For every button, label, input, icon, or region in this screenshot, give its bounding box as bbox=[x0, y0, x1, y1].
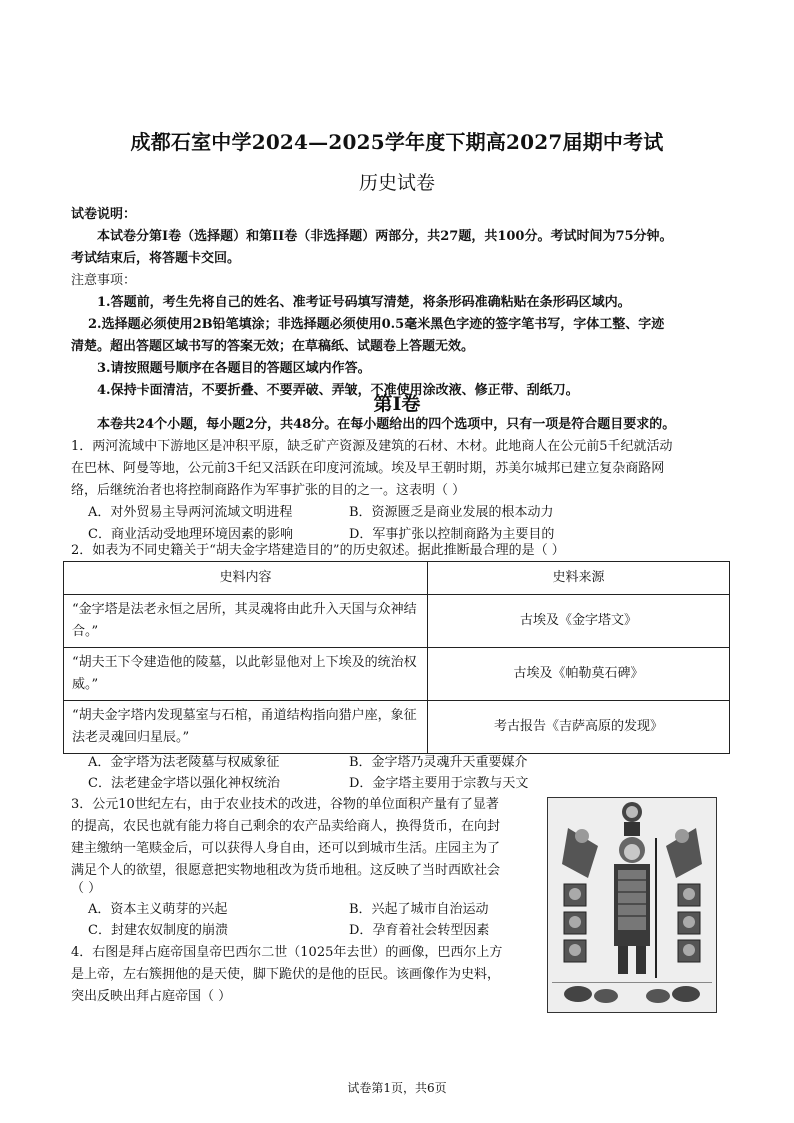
exam-subtitle: 历史试卷 bbox=[358, 172, 435, 194]
page-footer: 试卷第1页，共6页 bbox=[347, 1081, 447, 1095]
q2-stem: 2．如表为不同史籍关于“胡夫金字塔建造目的”的历史叙述。据此推断最合理的是（ ） bbox=[71, 543, 565, 558]
section-desc: 本卷共24个小题，每小题2分，共48分。在每小题给出的四个选项中，只有一项是符合题目要求的。 bbox=[97, 417, 676, 432]
table-row bbox=[64, 648, 730, 701]
note-4: 4.保持卡面清洁，不要折叠、不要弄破、弄皱，不准使用涂改液、修正带、刮纸刀。 bbox=[97, 383, 579, 398]
source-table bbox=[63, 561, 730, 754]
row2-source: 古埃及《帕勒莫石碑》 bbox=[428, 648, 730, 701]
q2-option-b: B．金字塔乃灵魂升天重要媒介 bbox=[349, 755, 528, 770]
q4-line3: 突出反映出拜占庭帝国（ ） bbox=[71, 989, 232, 1004]
q3-line4: 满足个人的欲望，很愿意把实物地租改为货币地租。这反映了当时西欧社会 bbox=[71, 863, 501, 878]
q2-option-c: C．法老建金字塔以强化神权统治 bbox=[88, 776, 280, 791]
basil-ii-portrait-image bbox=[547, 797, 717, 1013]
q2-option-d: D．金字塔主要用于宗教与天文 bbox=[349, 776, 529, 791]
notes-heading: 注意事项： bbox=[71, 273, 137, 288]
row1-content: “金字塔是法老永恒之居所，其灵魂将由此升入天国与众神结合。” bbox=[64, 595, 428, 648]
q1-line2: 在巴林、阿曼等地，公元前3千纪又活跃在印度河流域。埃及早王朝时期，苏美尔城邦已建立复杂商路网 bbox=[71, 461, 665, 476]
note-2b: 清楚。超出答题区域书写的答案无效；在草稿纸、试题卷上答题无效。 bbox=[71, 339, 475, 354]
exam-title: 成都石室中学2024—2025学年度下期高2027届期中考试 bbox=[130, 130, 664, 154]
section-title: 第Ⅰ卷 bbox=[373, 393, 421, 415]
row2-content: “胡夫王下令建造他的陵墓，以此彰显他对上下埃及的统治权威。” bbox=[64, 648, 428, 701]
q3-line2: 的提高，农民也就有能力将自己剩余的农产品卖给商人，换得货币，在向封 bbox=[71, 819, 501, 834]
col-header-source: 史料来源 bbox=[428, 562, 730, 595]
table-header-row bbox=[64, 562, 730, 595]
q4-line2: 是上帝，左右簇拥他的是天使，脚下跪伏的是他的臣民。该画像作为史料， bbox=[71, 967, 501, 982]
row3-source: 考古报告《吉萨高原的发现》 bbox=[428, 701, 730, 754]
q1-line1: 1．两河流域中下游地区是冲积平原，缺乏矿产资源及建筑的石材、木材。此地商人在公元前5千纪就活动 bbox=[71, 439, 673, 454]
row3-content: “胡夫金字塔内发现墓室与石棺，甬道结构指向猎户座，象征法老灵魂回归星辰。” bbox=[64, 701, 428, 754]
q1-option-d: D．军事扩张以控制商路为主要目的 bbox=[349, 527, 555, 542]
table-row bbox=[64, 701, 730, 754]
q1-line3: 络，后继统治者也将控制商路作为军事扩张的目的之一。这表明（ ） bbox=[71, 483, 466, 498]
q3-line1: 3．公元10世纪左右，由于农业技术的改进，谷物的单位面积产量有了显著 bbox=[71, 797, 499, 812]
note-2a: 2.选择题必须使用2B铅笔填涂；非选择题必须使用0.5毫米黑色字迹的签字笔书写，字体工整、字迹 bbox=[88, 317, 665, 332]
q1-option-b: B．资源匮乏是商业发展的根本动力 bbox=[349, 505, 554, 520]
q1-option-a: A．对外贸易主导两河流域文明进程 bbox=[88, 505, 293, 520]
note-3: 3.请按照题号顺序在各题目的答题区域内作答。 bbox=[97, 361, 371, 376]
q3-option-c: C．封建农奴制度的崩溃 bbox=[88, 923, 228, 938]
instructions-line2: 考试结束后，将答题卡交回。 bbox=[71, 251, 241, 266]
q1-option-c: C．商业活动受地理环境因素的影响 bbox=[88, 527, 293, 542]
row1-source: 古埃及《金字塔文》 bbox=[428, 595, 730, 648]
q3-option-a: A．资本主义萌芽的兴起 bbox=[88, 902, 228, 917]
byzantine-icon-illustration bbox=[548, 798, 716, 1012]
q3-line5: （ ） bbox=[71, 881, 102, 896]
note-1: 1.答题前，考生先将自己的姓名、准考证号码填写清楚，将条形码准确粘贴在条形码区域内。 bbox=[97, 295, 631, 310]
q3-line3: 建主缴纳一笔赎金后，可以获得人身自由，还可以到城市生活。庄园主为了 bbox=[71, 841, 501, 856]
q4-line1: 4．右图是拜占庭帝国皇帝巴西尔二世（1025年去世）的画像，巴西尔上方 bbox=[71, 945, 503, 960]
instructions-heading: 试卷说明： bbox=[71, 207, 137, 222]
instructions-line1: 本试卷分第Ⅰ卷（选择题）和第II卷（非选择题）两部分，共27题，共100分。考试时间为75分钟。 bbox=[97, 229, 673, 244]
q3-option-d: D．孕育着社会转型因素 bbox=[349, 923, 490, 938]
q2-option-a: A．金字塔为法老陵墓与权威象征 bbox=[88, 755, 280, 770]
table-row bbox=[64, 595, 730, 648]
col-header-content: 史料内容 bbox=[64, 562, 428, 595]
q3-option-b: B．兴起了城市自治运动 bbox=[349, 902, 489, 917]
